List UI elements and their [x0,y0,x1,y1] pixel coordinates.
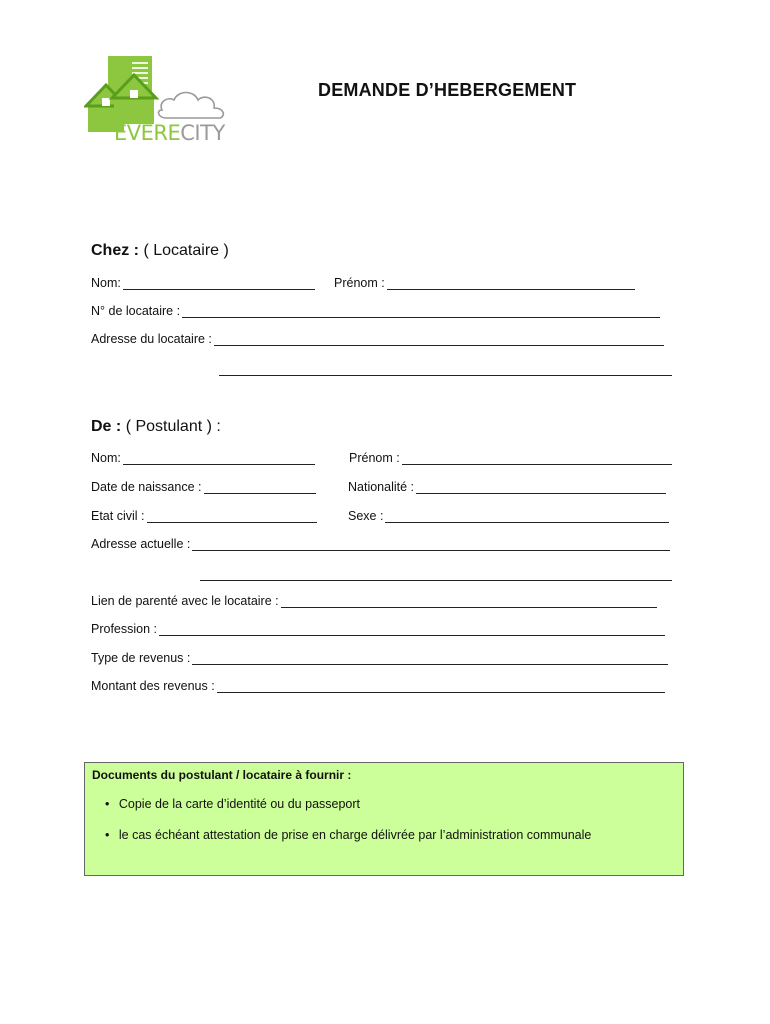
chez-heading [91,242,229,260]
de-montant-revenus-line[interactable] [217,680,665,693]
chez-numero-field[interactable] [91,304,660,318]
de-sexe-label: Sexe : [348,509,384,523]
de-etat-civil-label: Etat civil : [91,509,145,523]
chez-heading-role: ( Locataire ) [143,242,229,259]
de-nom-label: Nom: [91,451,121,465]
de-heading-label: De : [91,418,122,435]
de-naissance-label: Date de naissance : [91,480,202,494]
chez-adresse-field[interactable] [91,332,664,346]
de-type-revenus-field[interactable] [91,651,668,665]
de-profession-line[interactable] [159,623,665,636]
chez-prenom-field[interactable] [334,276,635,290]
chez-prenom-label: Prénom : [334,276,385,290]
everecity-logo [84,52,234,147]
bullet: • [105,797,110,811]
de-adresse-field[interactable] [91,537,670,551]
de-nom-line[interactable] [123,452,315,465]
document-item-text: le cas échéant attestation de prise en charge délivrée par l’administration communale [118,828,592,842]
chez-numero-label: N° de locataire : [91,304,181,318]
document-item [105,797,360,811]
bullet: • [105,828,110,842]
de-lien-line[interactable] [281,595,657,608]
de-nationalite-label: Nationalité : [348,480,415,494]
de-sexe-field[interactable] [348,509,669,523]
de-prenom-line[interactable] [402,452,672,465]
chez-heading-label: Chez : [91,242,139,259]
de-nationalite-line[interactable] [416,481,666,494]
de-naissance-field[interactable] [91,480,316,494]
de-profession-label: Profession : [91,622,158,636]
documents-box [84,762,684,876]
de-sexe-line[interactable] [385,510,669,523]
de-heading-role: ( Postulant ) : [125,418,221,435]
de-montant-revenus-label: Montant des revenus : [91,679,215,693]
documents-title: Documents du postulant / locataire à fournir : [92,768,352,782]
de-nationalite-field[interactable] [348,480,666,494]
chez-nom-label: Nom: [91,276,121,290]
de-montant-revenus-field[interactable] [91,679,665,693]
de-type-revenus-label: Type de revenus : [91,651,191,665]
chez-nom-field[interactable] [91,276,315,290]
de-profession-field[interactable] [91,622,665,636]
chez-adresse-line-2[interactable] [219,365,672,376]
de-etat-civil-line[interactable] [147,510,317,523]
svg-text:EVERECITY: EVERECITY [114,121,225,145]
de-adresse-label: Adresse actuelle : [91,537,191,551]
chez-adresse-label: Adresse du locataire : [91,332,212,346]
de-prenom-field[interactable] [349,451,672,465]
chez-prenom-line[interactable] [387,277,635,290]
de-adresse-line-2[interactable] [200,570,672,581]
page-title: DEMANDE D’HEBERGEMENT [318,80,577,100]
document-item-text: Copie de la carte d’identité ou du passeport [118,797,361,811]
de-heading [91,418,221,436]
de-type-revenus-line[interactable] [192,652,668,665]
de-nom-field[interactable] [91,451,315,465]
de-etat-civil-field[interactable] [91,509,317,523]
de-adresse-line[interactable] [192,538,670,551]
de-prenom-label: Prénom : [349,451,400,465]
chez-adresse-line[interactable] [214,333,664,346]
document-item [105,828,591,842]
de-lien-field[interactable] [91,594,657,608]
chez-nom-line[interactable] [123,277,315,290]
de-naissance-line[interactable] [204,481,316,494]
chez-numero-line[interactable] [182,305,660,318]
de-lien-label: Lien de parenté avec le locataire : [91,594,279,608]
